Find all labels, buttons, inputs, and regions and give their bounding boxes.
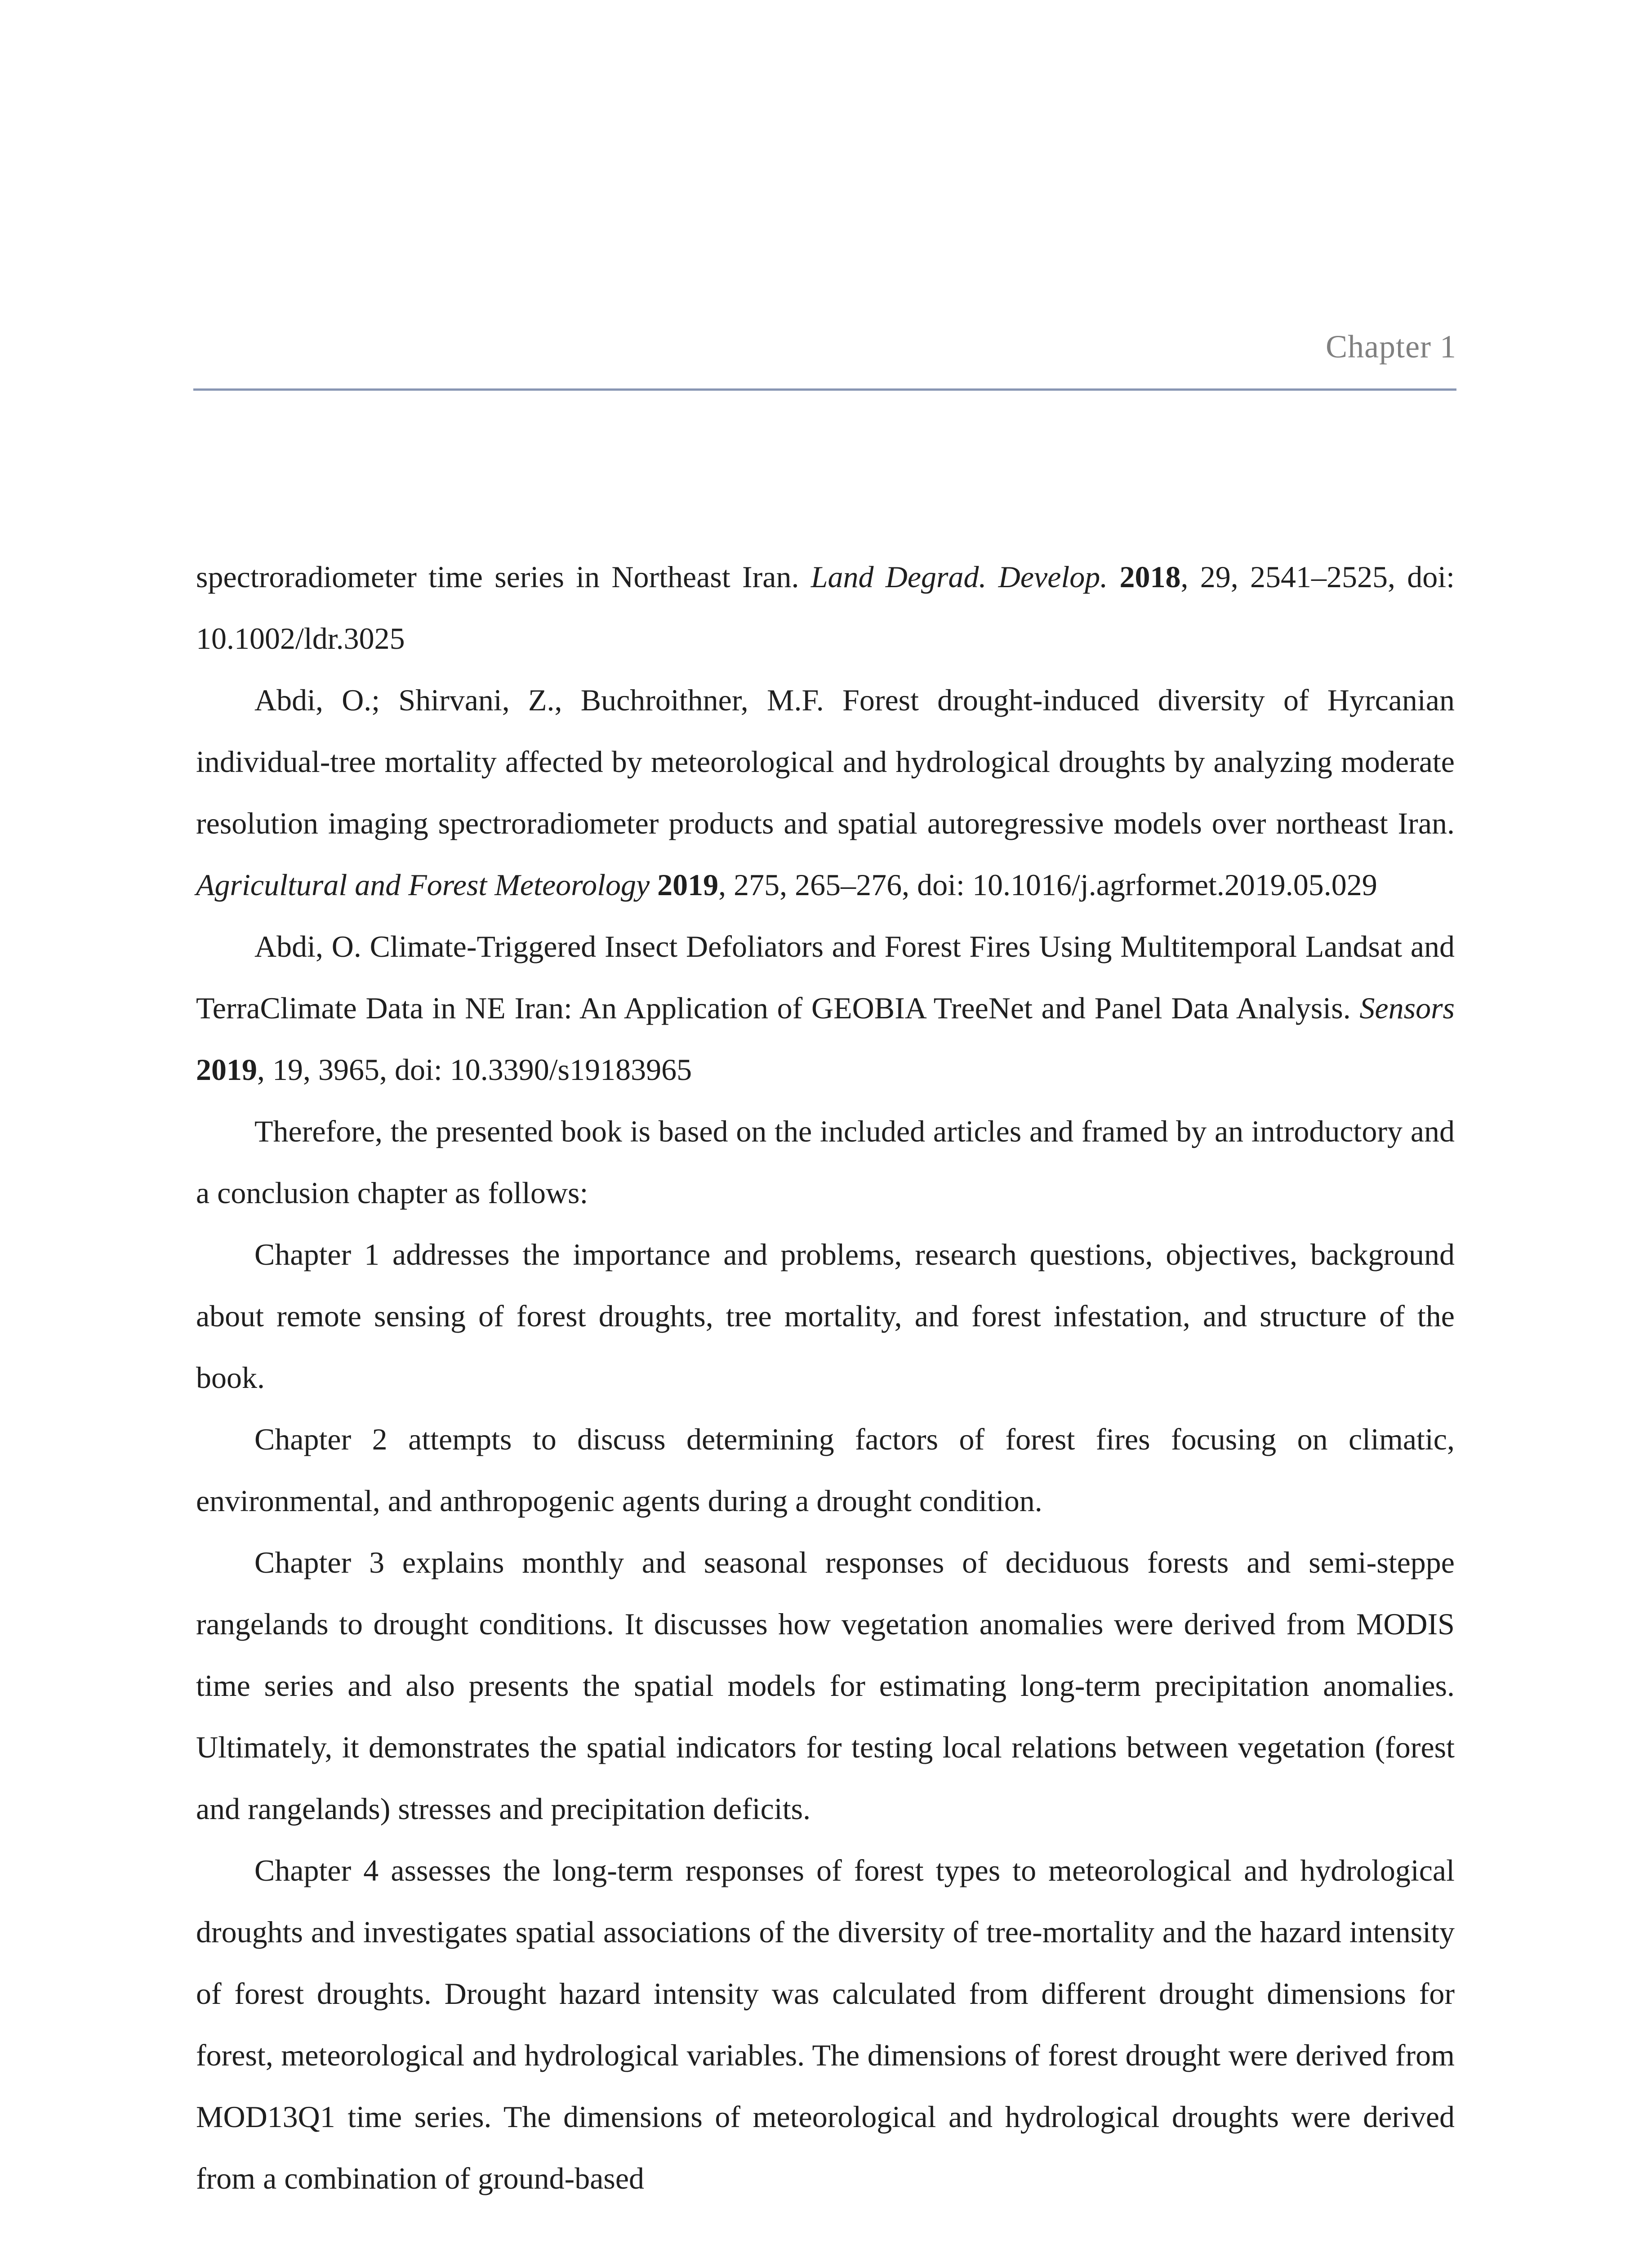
- body-paragraph: Chapter 2 attempts to discuss determining factors of forest fires focusing on climatic, environmental, and anthropogenic agents during a drought condition.: [196, 1422, 1455, 1518]
- header-divider: [193, 388, 1456, 391]
- reference-details: , 275, 265–276, doi: 10.1016/j.agrformet.2019.05.029: [718, 868, 1377, 902]
- reference-text: spectroradiometer time series in Northeast Iran.: [196, 560, 811, 594]
- journal-title: Agricultural and Forest Meteorology: [196, 868, 650, 902]
- publication-year: 2019: [196, 1053, 257, 1087]
- body-text: [196, 546, 1455, 2209]
- reference-text: Abdi, O. Climate-Triggered Insect Defoliators and Forest Fires Using Multitemporal Landsat and TerraClimate Data in NE Iran: An Application of GEOBIA TreeNet and Panel Data Analysis.: [196, 929, 1455, 1025]
- journal-title: Land Degrad. Develop.: [810, 560, 1108, 594]
- chapter-label: Chapter 1: [1326, 329, 1456, 365]
- reference-entry: [196, 546, 1455, 669]
- reference-entry: [196, 669, 1455, 916]
- reference-text: Abdi, O.; Shirvani, Z., Buchroithner, M.F. Forest drought-induced diversity of Hyrcanian individual-tree mortality affected by meteorological and hydrological droughts by analyzing moderate resolution imaging spectroradiometer products and spatial autoregressive models over northeast Iran.: [196, 683, 1455, 840]
- body-paragraph: Therefore, the presented book is based on the included articles and framed by an introductory and a conclusion chapter as follows:: [196, 1114, 1455, 1210]
- body-paragraph: Chapter 3 explains monthly and seasonal responses of deciduous forests and semi-steppe rangelands to drought conditions. It discusses how vegetation anomalies were derived from MODIS time series and also presents the spatial models for estimating long-term precipitation anomalies. Ultimately, it demonstrates the spatial indicators for testing local relations between vegetation (forest and rangelands) stresses and precipitation deficits.: [196, 1545, 1455, 1826]
- body-paragraph: Chapter 1 addresses the importance and problems, research questions, objectives, background about remote sensing of forest droughts, tree mortality, and forest infestation, and structure of the book.: [196, 1237, 1455, 1395]
- reference-entry: [196, 916, 1455, 1101]
- reference-details: , 29, 2541–2525, doi: 10.1002/ldr.3025: [196, 560, 1455, 656]
- body-paragraph: Chapter 4 assesses the long-term responses of forest types to meteorological and hydrological droughts and investigates spatial associations of the diversity of tree-mortality and the hazard intensity of forest droughts. Drought hazard intensity was calculated from different drought dimensions for forest, meteorological and hydrological variables. The dimensions of forest drought were derived from MOD13Q1 time series. The dimensions of meteorological and hydrological droughts were derived from a combination of ground-based: [196, 1853, 1455, 2195]
- reference-details: , 19, 3965, doi: 10.3390/s19183965: [257, 1053, 692, 1087]
- publication-year: 2018: [1119, 560, 1181, 594]
- page-header: [193, 315, 1456, 391]
- publication-year: 2019: [657, 868, 719, 902]
- journal-title: Sensors: [1359, 991, 1455, 1025]
